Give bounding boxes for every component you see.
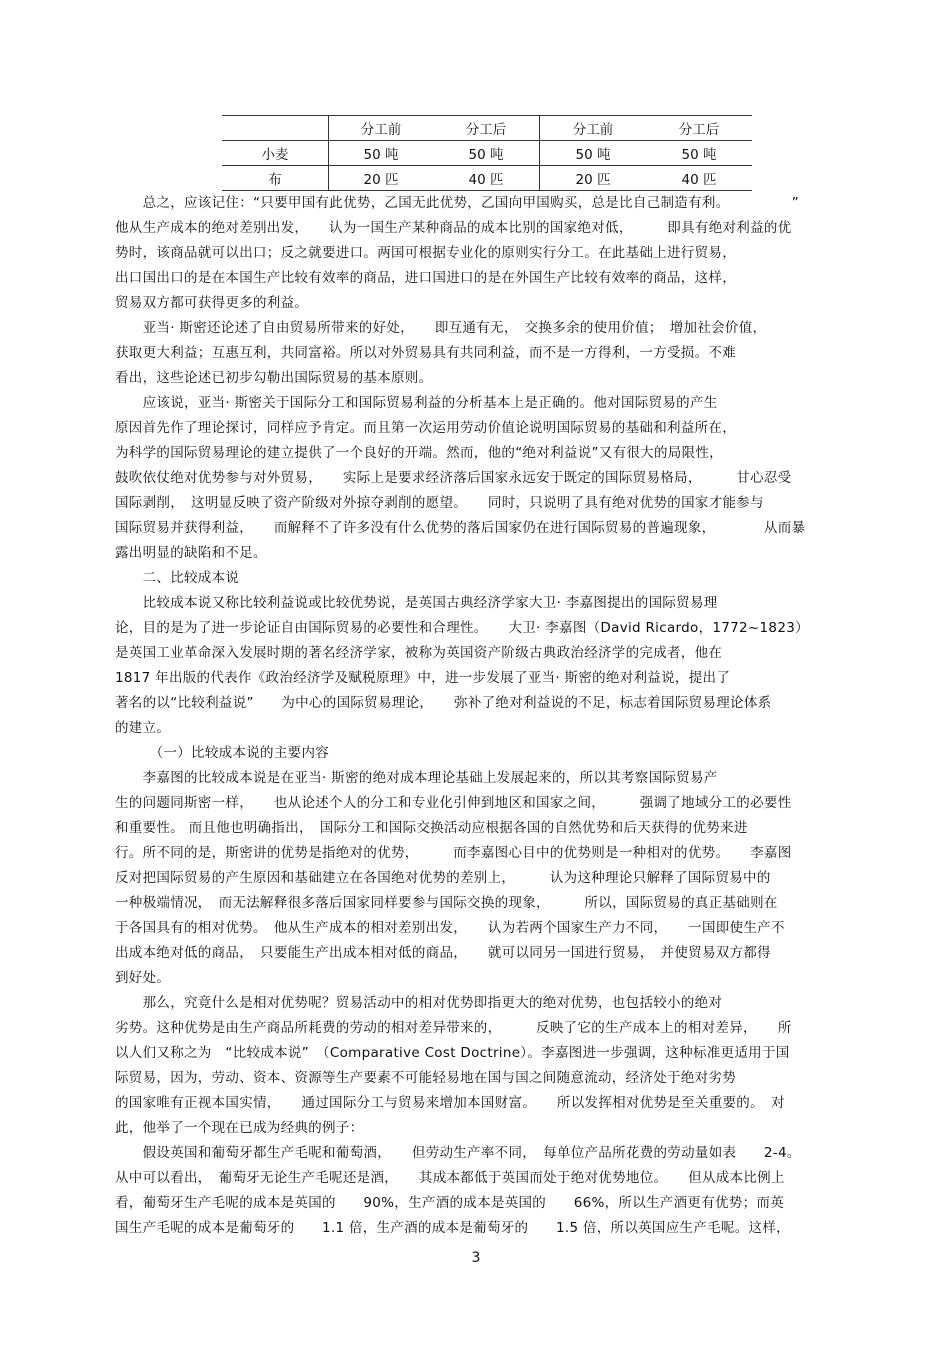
text-line: 看，葡萄牙生产毛呢的成本是英国的 90%，生产酒的成本是英国的 66%，所以生产酒更有优势；而英 [115,1195,785,1211]
table-cell: 50 吨 [540,141,647,166]
text-line: 生的问题同斯密一样， 也从论述个人的分工和专业化引伸到地区和国家之间， 强调了地域分工的必要性 [115,795,792,811]
text-line: 从中可以看出， 葡萄牙无论生产毛呢还是酒， 其成本都低于英国而处于绝对优势地位。 但从成本比例上 [115,1170,785,1186]
subsection-heading: （一）比较成本说的主要内容 [115,745,330,761]
text-line: 原因首先作了理论探讨，同样应予肯定。而且第一次运用劳动价值论说明国际贸易的基础和利益所在， [115,420,736,436]
table-cell [222,116,329,141]
section-heading: 二、比较成本说 [115,570,240,586]
text-line: 和重要性。 而且他也明确指出， 国际分工和国际交换活动应根据各国的自然优势和后天获得的优势来进 [115,820,748,836]
text-line: 劣势。这种优势是由生产商品所耗费的劳动的相对差异带来的， 反映了它的生产成本上的相对差异， 所 [115,1020,792,1036]
text-line: 反对把国际贸易的产生原因和基础建立在各国绝对优势的差别上， 认为这种理论只解释了国际贸易中的 [115,870,771,886]
text-line: 的国家唯有正视本国实情， 通过国际分工与贸易来增加本国财富。 所以发挥相对优势是至关重要的。 对 [115,1095,785,1111]
table-cell: 40 匹 [433,166,540,191]
text-line: 比较成本说又称比较利益说或比较优势说，是英国古典经济学家大卫· 李嘉图提出的国际贸易理 [115,595,718,611]
text-line: 为科学的国际贸易理论的建立提供了一个良好的开端。然而，他的“绝对利益说”又有很大的局限性， [115,445,723,461]
table-row [222,141,752,166]
table-cell: 50 吨 [646,141,752,166]
text-line: 论，目的是为了进一步论证自由国际贸易的必要性和合理性。 大卫· 李嘉图（David Ricardo，1772~1823） [115,620,809,636]
text-line: 此，他举了一个现在已成为经典的例子： [115,1120,364,1136]
text-line: 露出明显的缺陷和不足。 [115,545,267,561]
table-cell: 50 吨 [433,141,540,166]
text-line: 获取更大利益；互惠互利，共同富裕。所以对外贸易具有共同利益，而不是一方得利，一方受损。不难 [115,345,736,361]
text-line: 亚当· 斯密还论述了自由贸易所带来的好处， 即互通有无， 交换多余的使用价值； 增加社会价值， [115,320,767,336]
text-line: 1817 年出版的代表作《政治经济学及赋税原理》中，进一步发展了亚当· 斯密的绝对利益说，提出了 [115,670,731,686]
text-line: 于各国具有的相对优势。 他从生产成本的相对差别出发， 认为若两个国家生产力不同， 一国即使生产不 [115,920,785,936]
text-line: 一种极端情况， 而无法解释很多落后国家同样要参与国际交换的现象， 所以，国际贸易的真正基础则在 [115,895,778,911]
table-cell: 20 匹 [329,166,434,191]
text-line: 他从生产成本的绝对差别出发， 认为一国生产某种商品的成本比别的国家绝对低， 即具有绝对利益的优 [115,220,792,236]
comparison-table [222,115,752,191]
table-cell: 分工前 [540,116,647,141]
text-line: 假设英国和葡萄牙都生产毛呢和葡萄酒， 但劳动生产率不同， 每单位产品所花费的劳动量如表 2-4。 [115,1145,801,1161]
text-line: 应该说，亚当· 斯密关于国际分工和国际贸易利益的分析基本上是正确的。他对国际贸易的产生 [115,395,718,411]
table-cell: 50 吨 [329,141,434,166]
text-line: 以人们又称之为 “比较成本说” （Comparative Cost Doctrine）。李嘉图进一步强调，这种标准更适用于国 [115,1045,790,1061]
text-line: 那么，究竟什么是相对优势呢？贸易活动中的相对优势即指更大的绝对优势，也包括较小的绝对 [115,995,723,1011]
text-line: 国生产毛呢的成本是葡萄牙的 1.1 倍，生产酒的成本是葡萄牙的 1.5 倍，所以英国应生产毛呢。这样， [115,1220,790,1236]
table-row [222,166,752,191]
text-line: 李嘉图的比较成本说是在亚当· 斯密的绝对成本理论基础上发展起来的，所以其考察国际贸易产 [115,770,718,786]
table-cell: 小麦 [222,141,329,166]
text-line: 的建立。 [115,720,171,736]
text-line: 总之，应该记住：“只要甲国有此优势，乙国无此优势，乙国向甲国购买，总是比自己制造有利。 ” [115,195,800,211]
table-cell: 分工后 [433,116,540,141]
text-line: 行。所不同的是，斯密讲的优势是指绝对的优势， 而李嘉图心目中的优势则是一种相对的优势。 李嘉图 [115,845,792,861]
table-cell: 20 匹 [540,166,647,191]
text-line: 国际贸易并获得利益， 而解释不了许多没有什么优势的落后国家仍在进行国际贸易的普遍现象， 从而暴 [115,520,806,536]
text-line: 出口国出口的是在本国生产比较有效率的商品，进口国进口的是在外国生产比较有效率的商品，这样， [115,270,736,286]
table-cell: 40 匹 [646,166,752,191]
page-number: 3 [471,1250,481,1266]
text-line: 出成本绝对低的商品， 只要能生产出成本相对低的商品， 就可以同另一国进行贸易， 并使贸易双方都得 [115,945,771,961]
text-line: 到好处。 [115,970,171,986]
text-line: 际贸易，因为，劳动、资本、资源等生产要素不可能轻易地在国与国之间随意流动，经济处于绝对劣势 [115,1070,736,1086]
text-line: 国际剥削， 这明显反映了资产阶级对外掠夺剥削的愿望。 同时，只说明了具有绝对优势的国家才能参与 [115,495,764,511]
text-line: 贸易双方都可获得更多的利益。 [115,295,309,311]
text-line: 势时，该商品就可以出口；反之就要进口。两国可根据专业化的原则实行分工。在此基础上进行贸易， [115,245,736,261]
text-line: 鼓吹依仗绝对优势参与对外贸易， 实际上是要求经济落后国家永远安于既定的国际贸易格局， 甘心忍受 [115,470,792,486]
table-cell: 布 [222,166,329,191]
text-line: 看出，这些论述已初步勾勒出国际贸易的基本原则。 [115,370,433,386]
table-cell: 分工前 [329,116,434,141]
table-header-row [222,116,752,141]
table-cell: 分工后 [646,116,752,141]
text-line: 是英国工业革命深入发展时期的著名经济学家，被称为英国资产阶级古典政治经济学的完成者，他在 [115,645,723,661]
text-line: 著名的以“比较利益说” 为中心的国际贸易理论， 弥补了绝对利益说的不足，标志着国际贸易理论体系 [115,695,772,711]
